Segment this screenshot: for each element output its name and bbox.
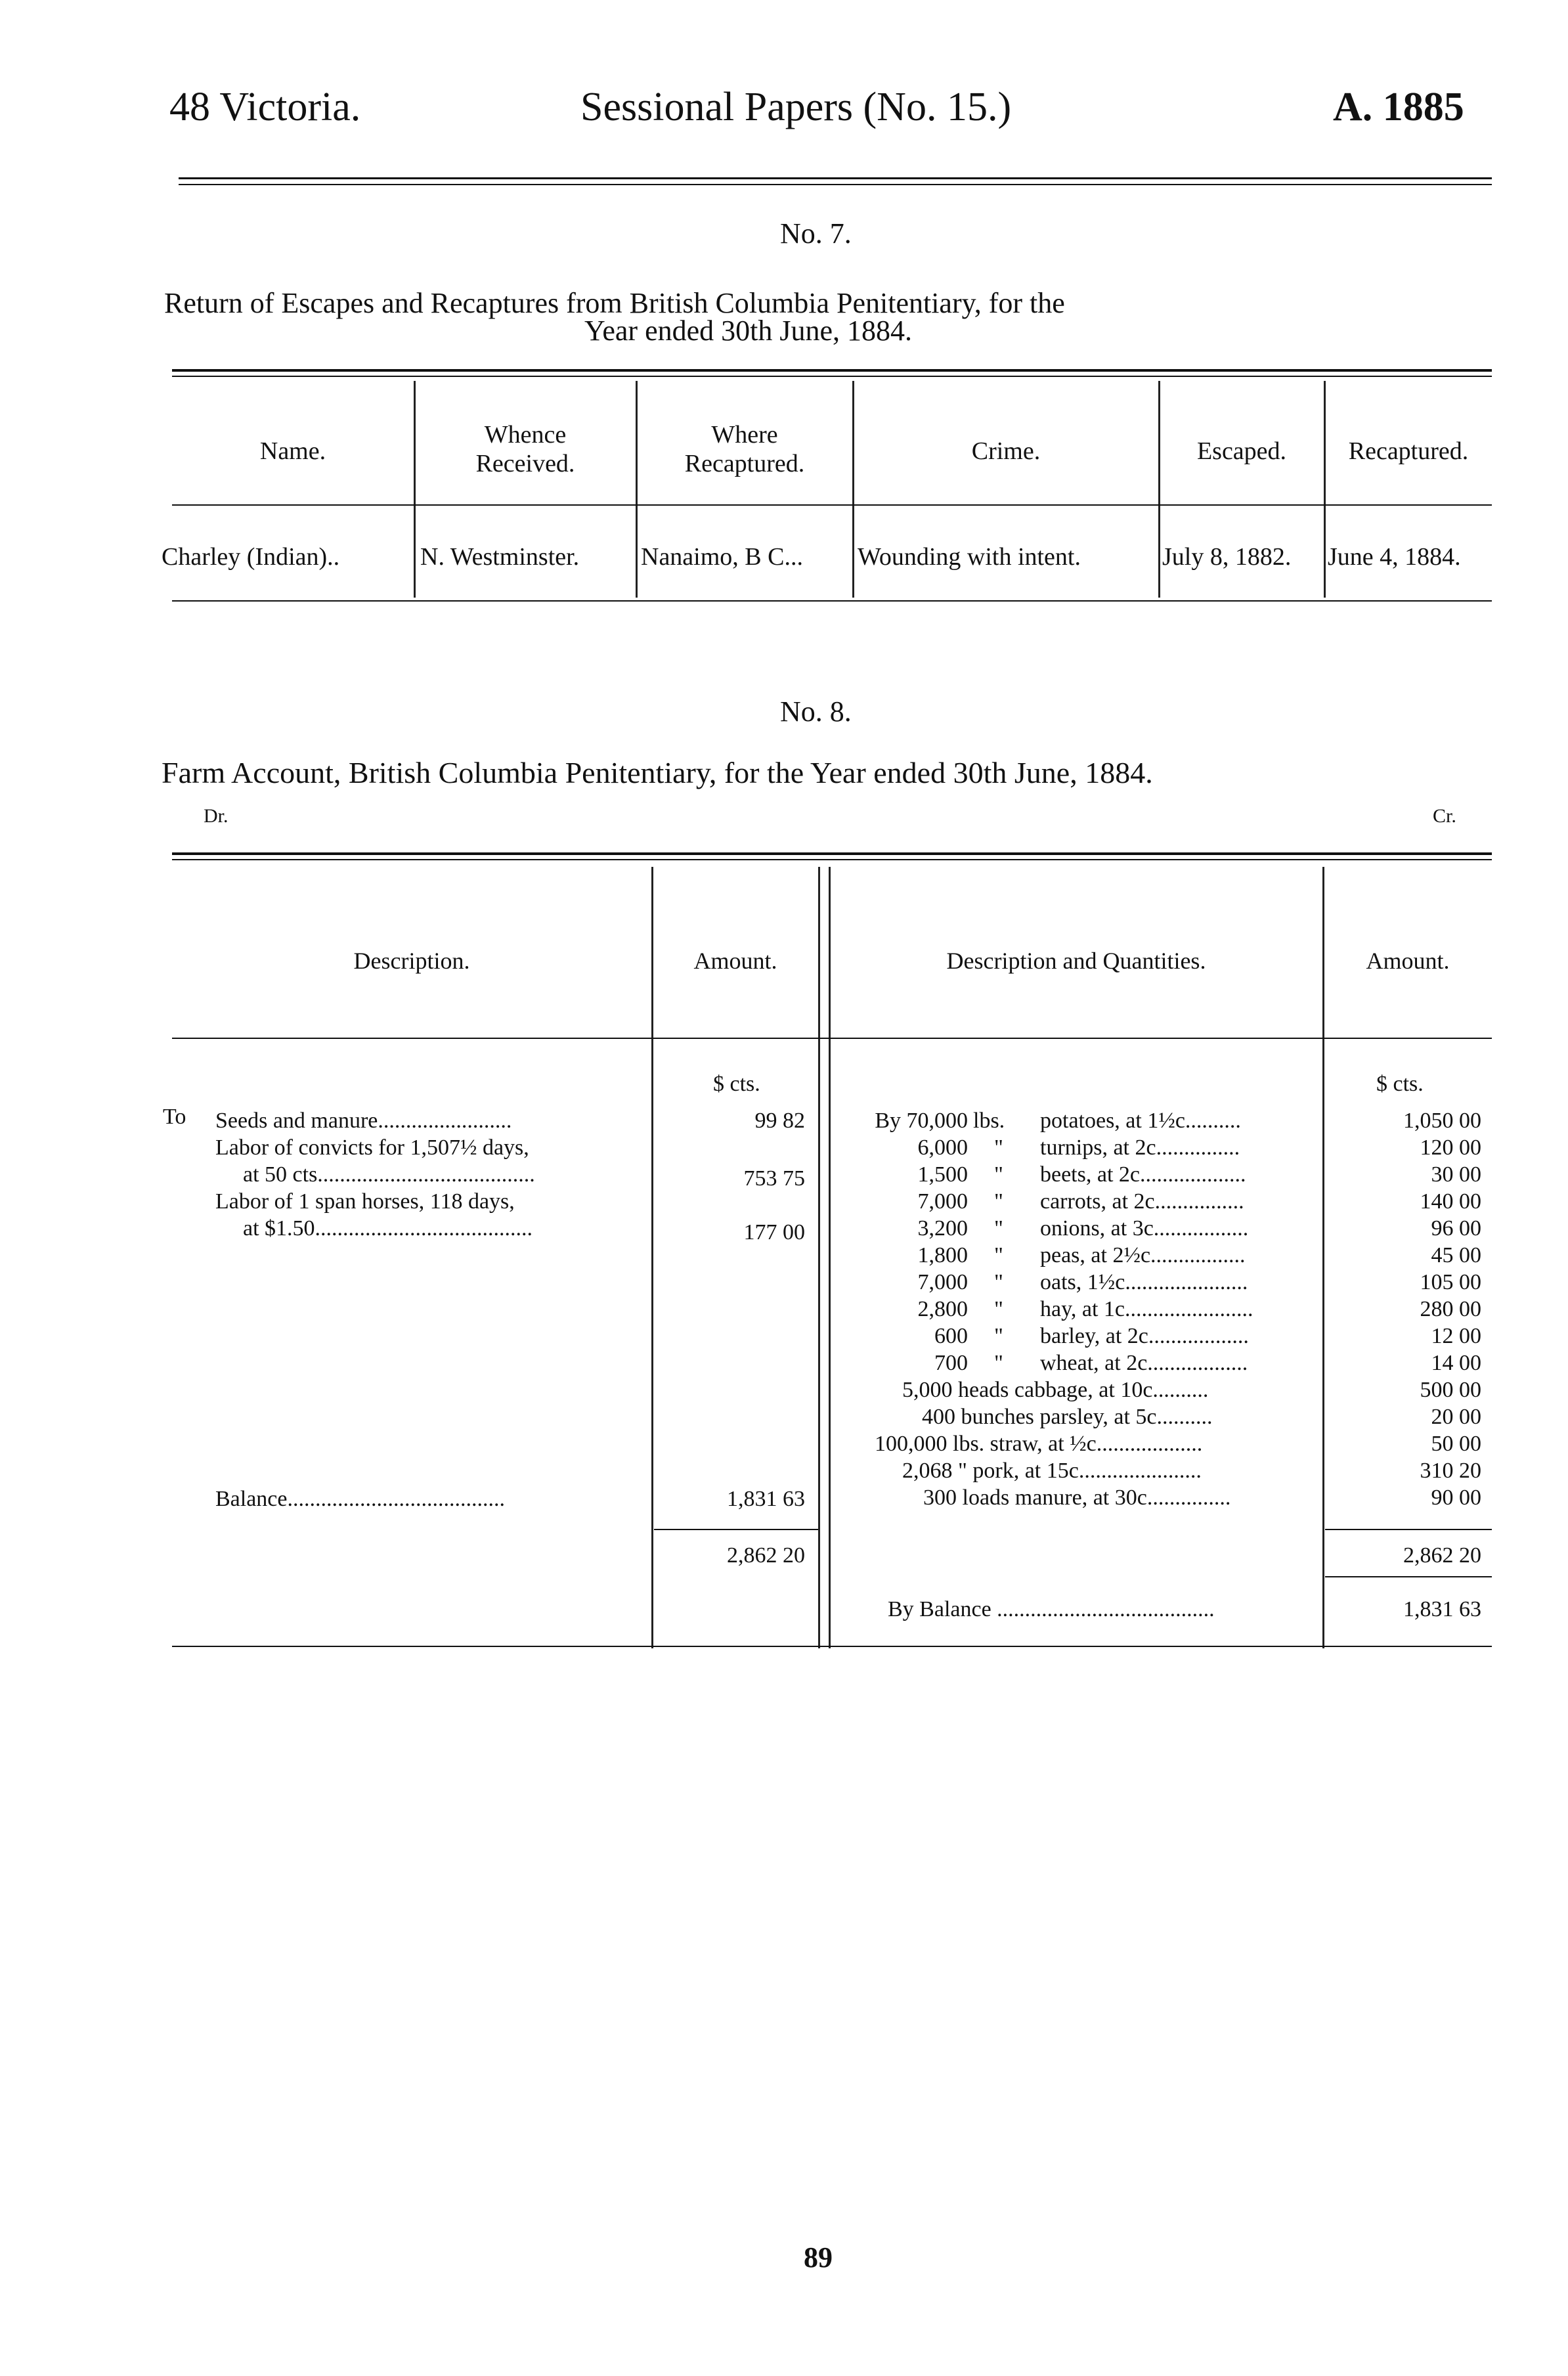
table7-col-whence-l2: Received. (475, 450, 575, 477)
table7-col-divider (1158, 381, 1160, 598)
credit-item: barley, at 2c.................. (1040, 1324, 1249, 1348)
credit-amount: 45 00 (1431, 1243, 1481, 1267)
table7-col-divider (1324, 381, 1326, 598)
table8-cr: Cr. (1433, 805, 1456, 827)
credit-row (850, 1323, 1316, 1350)
table8-title: Farm Account, British Columbia Penitentiary, for the Year ended 30th June, 1884. (162, 756, 1153, 789)
table7-bottom-rule (172, 600, 1492, 602)
table8-currency-right: $ cts. (1376, 1072, 1424, 1096)
credit-amount: 140 00 (1420, 1189, 1481, 1214)
table7-col-whence-l1: Whence (484, 421, 567, 449)
credit-amount: 1,050 00 (1403, 1109, 1481, 1133)
credit-item: hay, at 1c....................... (1040, 1297, 1253, 1321)
table7-row-whence: N. Westminster. (420, 543, 580, 571)
table7-col-name: Name. (259, 437, 326, 465)
credit-amount: 14 00 (1431, 1351, 1481, 1375)
header-left: 48 Victoria. (169, 85, 361, 129)
debit-total: 2,862 20 (727, 1543, 805, 1568)
table8-to: To (163, 1105, 186, 1129)
credit-item: oats, 1½c...................... (1040, 1270, 1248, 1294)
credit-row (850, 1215, 1316, 1242)
table7-col-recaptured: Recaptured. (1348, 437, 1469, 465)
credit-row (850, 1242, 1316, 1269)
credit-unit: " (994, 1216, 1003, 1241)
credit-total-rule-2 (1325, 1576, 1492, 1577)
table7-col-where-l2: Recaptured. (684, 450, 805, 477)
table7-header-rule (172, 504, 1492, 506)
credit-row (850, 1269, 1316, 1296)
credit-row (850, 1161, 1316, 1188)
header-right: A. 1885 (1333, 85, 1464, 129)
credit-amounts (1326, 1107, 1481, 1511)
table7-col-where (637, 420, 852, 478)
credit-text: 400 bunches parsley, at 5c.......... (922, 1405, 1213, 1429)
table8-dr: Dr. (204, 805, 229, 827)
credit-row (850, 1457, 1316, 1484)
debit-labor2-b: at $1.50....................................... (243, 1216, 533, 1241)
credit-total-rule (1325, 1529, 1492, 1530)
header-rule-2 (179, 184, 1492, 185)
debit-labor1-b: at 50 cts....................................... (243, 1162, 535, 1187)
credit-qty: 700 (934, 1351, 968, 1375)
debit-seeds: Seeds and manure........................ (215, 1109, 512, 1133)
table8-currency-left: $ cts. (713, 1072, 760, 1096)
credit-row (850, 1430, 1316, 1457)
credit-qty: 7,000 (917, 1189, 968, 1214)
credit-qty: 2,800 (917, 1297, 968, 1321)
credit-row (850, 1107, 1316, 1134)
credit-item: peas, at 2½c................. (1040, 1243, 1246, 1267)
credit-qty: 7,000 (917, 1270, 968, 1294)
table8-top-rule-2 (172, 859, 1492, 860)
table8-number: No. 8. (780, 695, 852, 728)
credit-item: beets, at 2c................... (1040, 1162, 1246, 1187)
credit-qty: 600 (934, 1324, 968, 1348)
table8-col-amount: Amount. (693, 948, 777, 974)
credit-unit: " (994, 1324, 1003, 1348)
credit-qty: 6,000 (917, 1135, 968, 1160)
credit-amount: 96 00 (1431, 1216, 1481, 1241)
debit-labor1-a: Labor of convicts for 1,507½ days, (215, 1135, 529, 1160)
table7-row-recaptured: June 4, 1884. (1328, 543, 1461, 571)
credit-amount: 280 00 (1420, 1297, 1481, 1321)
table7-col-divider (852, 381, 854, 598)
table7-number: No. 7. (780, 217, 852, 250)
credit-text: 5,000 heads cabbage, at 10c.......... (902, 1378, 1209, 1402)
credit-row (850, 1403, 1316, 1430)
credit-unit: " (994, 1243, 1003, 1267)
table8-header-rule (172, 1038, 1492, 1039)
debit-labor2-amount: 177 00 (743, 1220, 805, 1244)
table8-col-description: Description. (353, 948, 470, 974)
table7-col-divider (414, 381, 416, 598)
credit-unit: " (994, 1351, 1003, 1375)
credit-amount: 120 00 (1420, 1135, 1481, 1160)
credit-unit: " (994, 1297, 1003, 1321)
credit-qty: 1,500 (917, 1162, 968, 1187)
credit-unit: " (994, 1270, 1003, 1294)
table7-row-name: Charley (Indian).. (162, 543, 340, 571)
credit-text: 2,068 " pork, at 15c...................... (902, 1459, 1202, 1483)
credit-row (850, 1484, 1316, 1511)
credit-item: carrots, at 2c................ (1040, 1189, 1244, 1214)
table8-col-divider (651, 867, 653, 1648)
credit-qty: 1,800 (917, 1243, 968, 1267)
credit-amount: 105 00 (1420, 1270, 1481, 1294)
credit-text: 100,000 lbs. straw, at ½c................... (875, 1432, 1203, 1456)
credit-amount: 12 00 (1431, 1324, 1481, 1348)
credit-amount: 30 00 (1431, 1162, 1481, 1187)
credit-list (850, 1107, 1316, 1511)
table7-col-where-l1: Where (711, 421, 778, 449)
table8-top-rule (172, 852, 1492, 855)
table7-row-crime: Wounding with intent. (858, 543, 1081, 571)
credit-unit: " (994, 1162, 1003, 1187)
header-center: Sessional Papers (No. 15.) (580, 85, 1012, 129)
credit-row (850, 1134, 1316, 1161)
credit-unit: " (994, 1189, 1003, 1214)
debit-labor2-a: Labor of 1 span horses, 118 days, (215, 1189, 515, 1214)
table7-top-rule (172, 369, 1492, 372)
credit-text: 300 loads manure, at 30c............... (923, 1485, 1231, 1510)
table7-col-divider (636, 381, 638, 598)
credit-item: potatoes, at 1½c.......... (1040, 1109, 1241, 1133)
credit-qty: By 70,000 (875, 1109, 968, 1133)
credit-total: 2,862 20 (1403, 1543, 1481, 1568)
table7-top-rule-2 (172, 376, 1492, 377)
credit-row (850, 1350, 1316, 1376)
debit-balance: Balance....................................... (215, 1487, 505, 1511)
credit-item: turnips, at 2c............... (1040, 1135, 1240, 1160)
credit-amount: 310 20 (1420, 1459, 1481, 1483)
credit-amount: 50 00 (1431, 1432, 1481, 1456)
credit-by-balance-amount: 1,831 63 (1403, 1597, 1481, 1621)
credit-row (850, 1188, 1316, 1215)
credit-amount: 90 00 (1431, 1485, 1481, 1510)
credit-amount: 20 00 (1431, 1405, 1481, 1429)
credit-row (850, 1296, 1316, 1323)
table8-col-desc-qty: Description and Quantities. (946, 948, 1206, 974)
credit-item: wheat, at 2c.................. (1040, 1351, 1248, 1375)
table8-col-divider (829, 867, 831, 1648)
credit-item: onions, at 3c................. (1040, 1216, 1249, 1241)
debit-seeds-amount: 99 82 (754, 1109, 805, 1133)
credit-amount: 500 00 (1420, 1378, 1481, 1402)
debit-balance-amount: 1,831 63 (727, 1487, 805, 1511)
debit-total-rule (654, 1529, 818, 1530)
credit-unit: " (994, 1135, 1003, 1160)
credit-unit: lbs. (973, 1109, 1005, 1133)
table8-col-amount2: Amount. (1366, 948, 1450, 974)
table7-title-line1: Return of Escapes and Recaptures from British Columbia Penitentiary, for the (164, 287, 1065, 319)
credit-row (850, 1376, 1316, 1403)
debit-labor1-amount: 753 75 (743, 1166, 805, 1191)
table8-col-divider (1322, 867, 1324, 1648)
table7-row-where: Nanaimo, B C... (641, 543, 803, 571)
page-number: 89 (804, 2241, 833, 2274)
table7-row-escaped: July 8, 1882. (1162, 543, 1292, 571)
table7-title-line2: Year ended 30th June, 1884. (584, 315, 913, 347)
table7-col-crime: Crime. (971, 437, 1041, 465)
credit-by-balance: By Balance ....................................... (888, 1597, 1215, 1621)
credit-qty: 3,200 (917, 1216, 968, 1241)
table7-col-escaped: Escaped. (1196, 437, 1287, 465)
table8-col-divider (818, 867, 820, 1648)
table8-bottom-rule (172, 1646, 1492, 1647)
header-rule (179, 177, 1492, 179)
table7-col-whence (415, 420, 636, 478)
